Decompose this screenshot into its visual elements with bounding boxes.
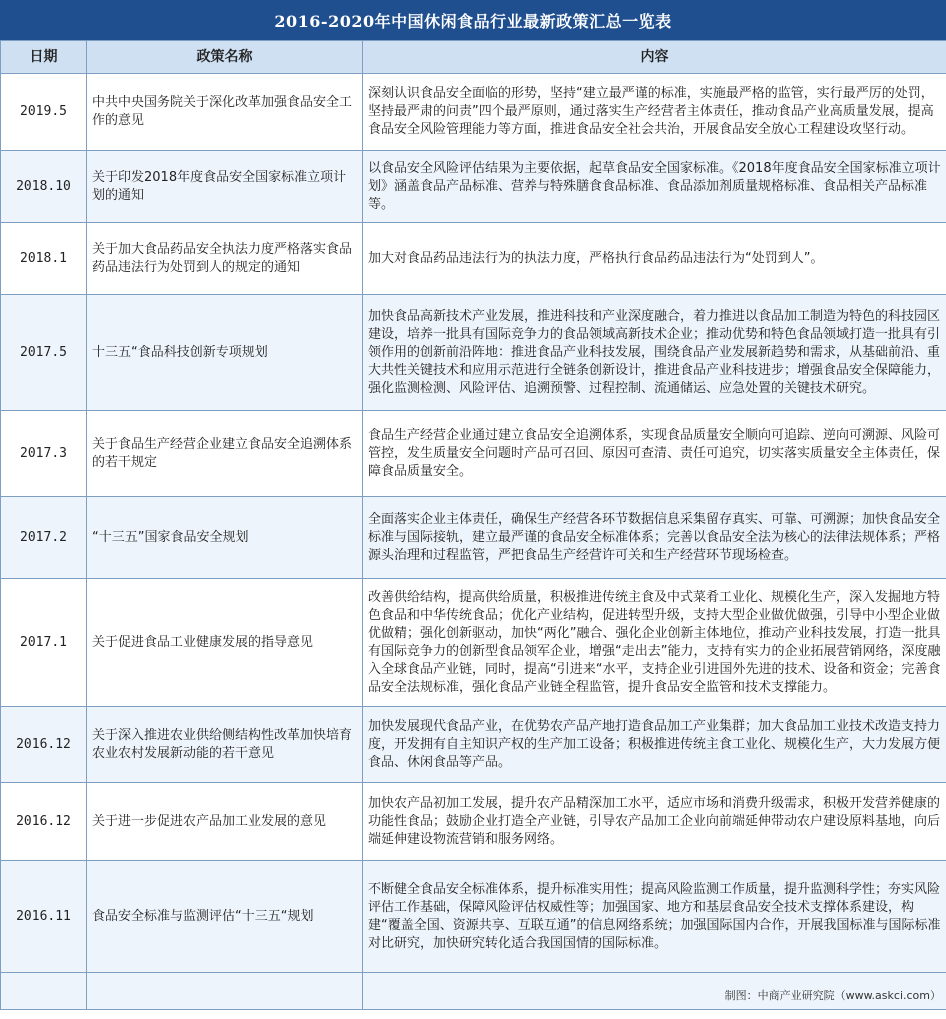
row-date: 2019.5 (1, 74, 87, 151)
row-content: 深刻认识食品安全面临的形势，坚持“建立最严谨的标准，实施最严格的监管，实行最严厉的处罚，坚持最严肃的问责”四个最严原则，通过落实生产经营者主体责任，推动食品产业高质量发展，提高食品安全风险管理能力等方面，推进食品安全社会共治，开展食品安全放心工程建设攻坚行动。 (363, 74, 946, 151)
row-policy-name: 关于食品生产经营企业建立食品安全追溯体系的若干规定 (87, 411, 363, 497)
row-date: 2017.2 (1, 497, 87, 579)
row-date: 2017.1 (1, 579, 87, 707)
empty-cell (1, 973, 87, 1010)
row-content: 全面落实企业主体责任，确保生产经营各环节数据信息采集留存真实、可靠、可溯源；加快食品安全标准与国际接轨，建立最严谨的食品安全标准体系；完善以食品安全法为核心的法律法规体系；严格源头治理和过程监管，严把食品生产经营许可关和生产经营环节现场检查。 (363, 497, 946, 579)
row-policy-name: 关于深入推进农业供给侧结构性改革加快培育农业农村发展新动能的若干意见 (87, 707, 363, 783)
table-row (1, 861, 946, 973)
row-content: 加快食品高新技术产业发展，推进科技和产业深度融合，着力推进以食品加工制造为特色的科技园区建设，培养一批具有国际竞争力的食品领域高新技术企业；推动优势和特色食品领域打造一批具有引领作用的创新前沿阵地：推进食品产业科技发展，围绕食品产业发展新趋势和需求，从基础前沿、重大共性关键技术和应用示范进行全链条创新设计，推进食品产业科技进步；增强食品安全保障能力，强化监测检测、风险评估、追溯预警、过程控制、流通储运、应急处置的关键技术研究。 (363, 295, 946, 411)
row-policy-name: “十三五”国家食品安全规划 (87, 497, 363, 579)
table-row (1, 579, 946, 707)
row-policy-name: 十三五“食品科技创新专项规划 (87, 295, 363, 411)
row-policy-name: 中共中央国务院关于深化改革加强食品安全工作的意见 (87, 74, 363, 151)
row-policy-name: 关于加大食品药品安全执法力度严格落实食品药品违法行为处罚到人的规定的通知 (87, 223, 363, 295)
row-date: 2017.3 (1, 411, 87, 497)
row-content: 加快农产品初加工发展，提升农产品精深加工水平，适应市场和消费升级需求，积极开发营养健康的功能性食品；鼓励企业打造全产业链，引导农产品加工企业向前端延伸带动农户建设原料基地，向后端延伸建设物流营销和服务网络。 (363, 783, 946, 861)
table-row (1, 223, 946, 295)
table-row (1, 151, 946, 223)
row-date: 2018.1 (1, 223, 87, 295)
empty-cell (87, 973, 363, 1010)
header-date: 日期 (1, 41, 87, 74)
row-content: 改善供给结构，提高供给质量，积极推进传统主食及中式菜肴工业化、规模化生产，深入发掘地方特色食品和中华传统食品；优化产业结构，促进转型升级，支持大型企业做优做强，引导中小型企业做优做精；强化创新驱动，加快“两化”融合、强化企业创新主体地位，推动产业科技发展，打造一批具有国际竞争力的创新型食品领军企业，增强“走出去”能力，支持有实力的企业拓展营销网络，深度融入全球食品产业链，同时，提高“引进来“水平，支持企业引进国外先进的技术、设备和资金；完善食品安全法规标准，强化食品产业链全程监管，提升食品安全监管和技术支撑能力。 (363, 579, 946, 707)
row-content: 加大对食品药品违法行为的执法力度，严格执行食品药品违法行为“处罚到人”。 (363, 223, 946, 295)
row-policy-name: 食品安全标准与监测评估“十三五“规划 (87, 861, 363, 973)
header-content: 内容 (363, 41, 946, 74)
row-policy-name: 关于促进食品工业健康发展的指导意见 (87, 579, 363, 707)
source-credit: 制图：中商产业研究院（www.askci.com） (363, 973, 946, 1010)
table-row (1, 295, 946, 411)
row-policy-name: 关于印发2018年度食品安全国家标准立项计划的通知 (87, 151, 363, 223)
policy-table (0, 40, 946, 1010)
row-content: 不断健全食品安全标准体系，提升标准实用性；提高风险监测工作质量，提升监测科学性；夯实风险评估工作基础，保障风险评估权威性等；加强国家、地方和基层食品安全技术支撑体系建设，构建“覆盖全国、资源共享、互联互通”的信息网络系统；加强国际国内合作，开展我国标准与国际标准对比研究，加快研究转化适合我国国情的国际标准。 (363, 861, 946, 973)
table-row (1, 707, 946, 783)
table-row (1, 497, 946, 579)
row-date: 2016.12 (1, 783, 87, 861)
row-content: 以食品安全风险评估结果为主要依据，起草食品安全国家标准。《2018年度食品安全国家标准立项计划》涵盖食品产品标准、营养与特殊膳食食品标准、食品添加剂质量规格标准、食品相关产品标准等。 (363, 151, 946, 223)
row-date: 2016.11 (1, 861, 87, 973)
row-date: 2017.5 (1, 295, 87, 411)
page-title: 2016-2020年中国休闲食品行业最新政策汇总一览表 (0, 0, 946, 40)
source-row (1, 973, 946, 1010)
row-content: 加快发展现代食品产业，在优势农产品产地打造食品加工产业集群；加大食品加工业技术改造支持力度，开发拥有自主知识产权的生产加工设备；积极推进传统主食工业化、规模化生产，大力发展方便食品、休闲食品等产品。 (363, 707, 946, 783)
table-header-row (1, 41, 946, 74)
row-date: 2016.12 (1, 707, 87, 783)
row-policy-name: 关于进一步促进农产品加工业发展的意见 (87, 783, 363, 861)
table-row (1, 74, 946, 151)
header-policy-name: 政策名称 (87, 41, 363, 74)
table-row (1, 783, 946, 861)
table-row (1, 411, 946, 497)
row-date: 2018.10 (1, 151, 87, 223)
row-content: 食品生产经营企业通过建立食品安全追溯体系，实现食品质量安全顺向可追踪、逆向可溯源、风险可管控，发生质量安全问题时产品可召回、原因可查清、责任可追究，切实落实质量安全主体责任，保障食品质量安全。 (363, 411, 946, 497)
